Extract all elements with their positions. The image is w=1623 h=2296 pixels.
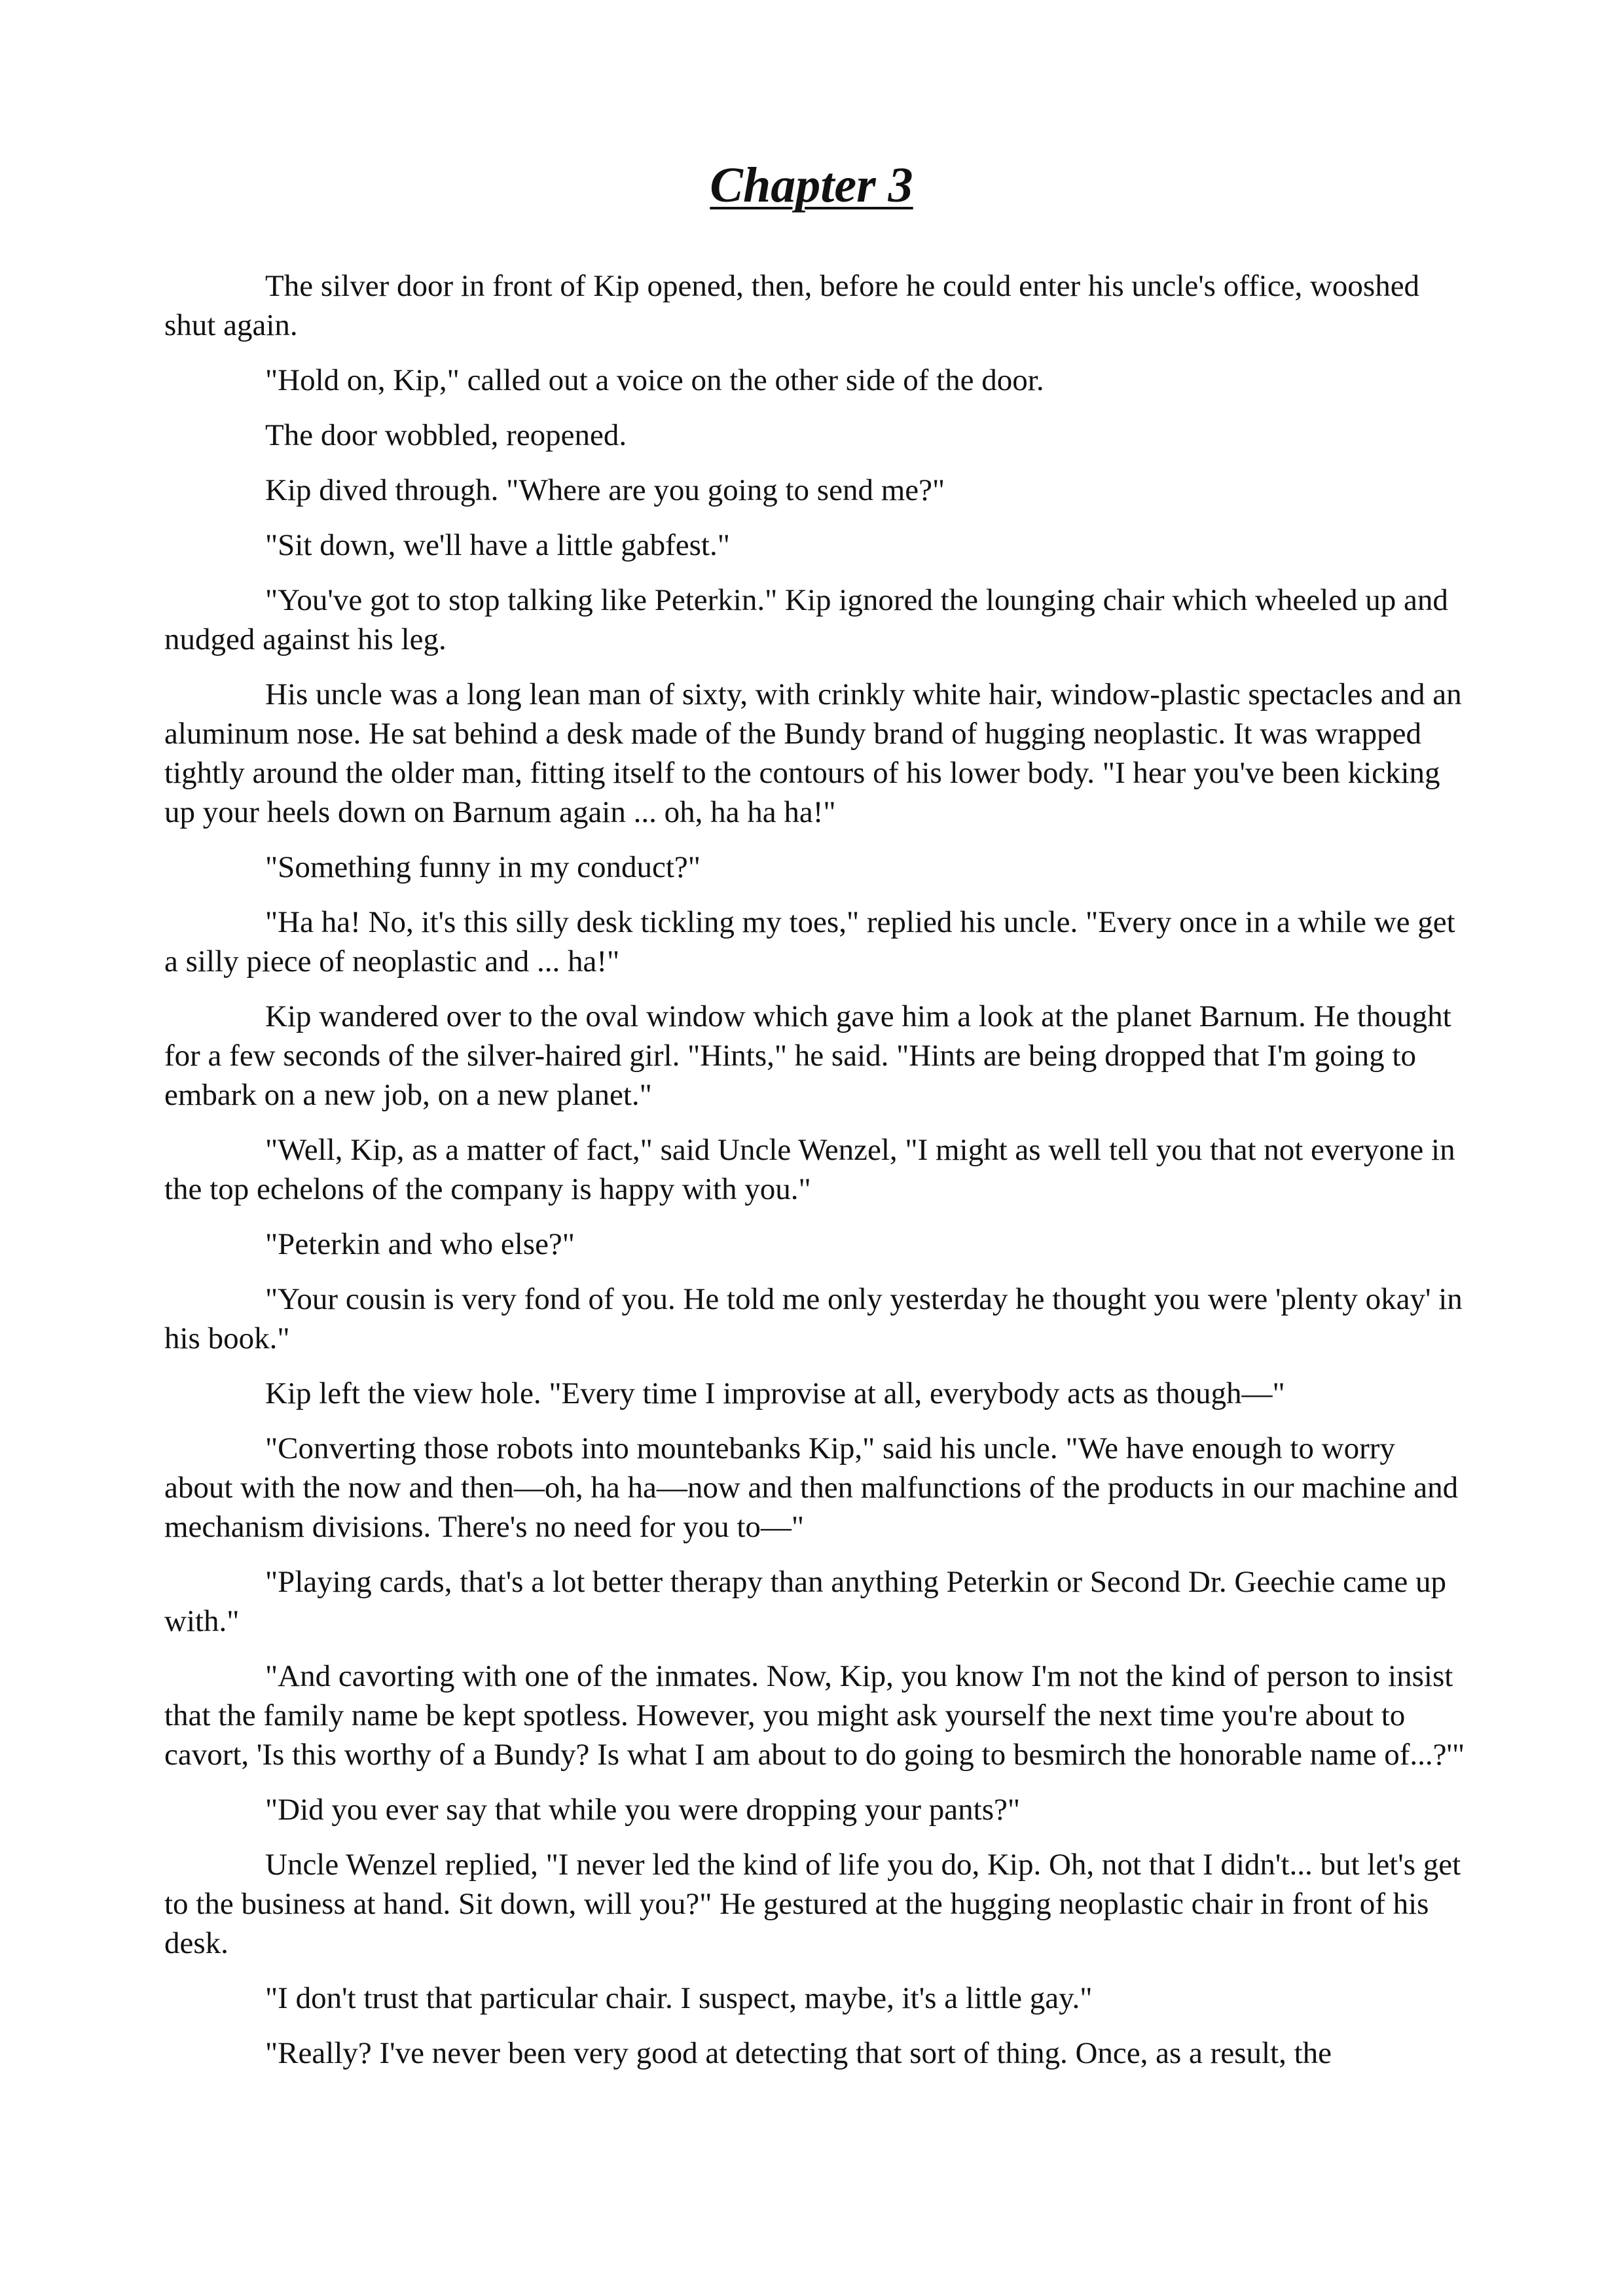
paragraph: "Your cousin is very fond of you. He told me only yesterday he thought you were 'plenty okay' in his book." (164, 1282, 1463, 1355)
paragraph: "I don't trust that particular chair. I suspect, maybe, it's a little gay." (265, 1981, 1093, 2015)
paragraph: "And cavorting with one of the inmates. Now, Kip, you know I'm not the kind of person to insist that the family name be kept spotless. However, you might ask yourself the next time you're about to cavort, 'Is this worthy of a Bundy? Is what I am about to do going to besmirch the honorable name of...?'" (164, 1659, 1465, 1772)
paragraph: "Peterkin and who else?" (265, 1227, 575, 1261)
paragraph: Uncle Wenzel replied, "I never led the kind of life you do, Kip. Oh, not that I didn't... but let's get to the business at hand. Sit down, will you?" He gestured at the hugging neoplastic chair in front of his desk. (164, 1848, 1461, 1960)
paragraph: "You've got to stop talking like Peterkin." Kip ignored the lounging chair which wheeled up and nudged against his leg. (164, 583, 1448, 656)
paragraph: "Sit down, we'll have a little gabfest." (265, 528, 730, 562)
paragraph: Kip wandered over to the oval window which gave him a look at the planet Barnum. He thought for a few seconds of the silver-haired girl. "Hints," he said. "Hints are being dropped that I'm going to embark on a new job, on a new planet." (164, 999, 1451, 1112)
paragraph: "Did you ever say that while you were dropping your pants?" (265, 1793, 1021, 1827)
paragraph: Kip dived through. "Where are you going to send me?" (265, 473, 945, 507)
paragraph: "Converting those robots into mountebanks Kip," said his uncle. "We have enough to worry about with the now and then—oh, ha ha—now and then malfunctions of the products in our machine and mechanism divisions. There's no need for you to—" (164, 1431, 1459, 1544)
paragraph: "Really? I've never been very good at detecting that sort of thing. Once, as a result, the (265, 2036, 1332, 2070)
paragraph: Kip left the view hole. "Every time I improvise at all, everybody acts as though—" (265, 1376, 1285, 1410)
paragraph: "Well, Kip, as a matter of fact," said Uncle Wenzel, "I might as well tell you that not everyone in the top echelons of the company is happy with you." (164, 1133, 1455, 1206)
paragraph: "Playing cards, that's a lot better therapy than anything Peterkin or Second Dr. Geechie came up with." (164, 1565, 1446, 1638)
chapter-title: Chapter 3 (710, 158, 913, 213)
paragraph: "Ha ha! No, it's this silly desk tickling my toes," replied his uncle. "Every once in a while we get a silly piece of neoplastic and ... ha!" (164, 905, 1455, 978)
paragraph: His uncle was a long lean man of sixty, with crinkly white hair, window-plastic spectacles and an aluminum nose. He sat behind a desk made of the Bundy brand of hugging neoplastic. It was wrapped tightly around the older man, fitting itself to the contours of his lower body. "I hear you've been kicking up your heels down on Barnum again ... oh, ha ha ha!" (164, 677, 1462, 829)
paragraph: The door wobbled, reopened. (265, 418, 627, 452)
paragraph: "Hold on, Kip," called out a voice on the other side of the door. (265, 363, 1044, 397)
paragraph: "Something funny in my conduct?" (265, 850, 701, 884)
chapter-body (164, 266, 1470, 2089)
paragraph: The silver door in front of Kip opened, then, before he could enter his uncle's office, wooshed shut again. (164, 269, 1420, 342)
